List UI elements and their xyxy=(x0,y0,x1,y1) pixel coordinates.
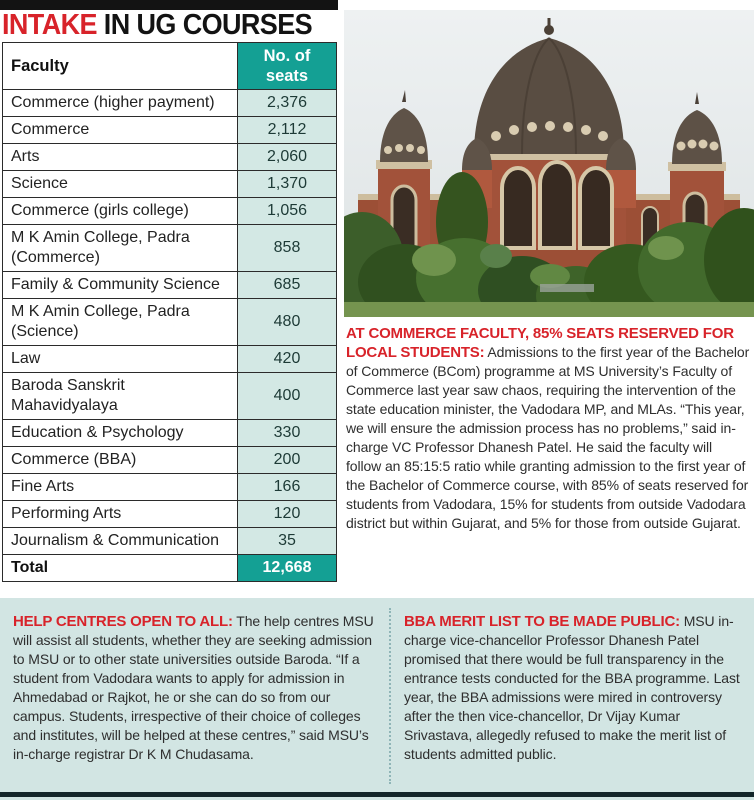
seats-cell: 35 xyxy=(238,528,337,555)
bottom-rule xyxy=(0,792,754,797)
photo-caption-body: Admissions to the first year of the Bachelor of Commerce (BCom) programme at MS University’s Faculty of Commerce last year saw chaos, requiring the intervention of the state education minister, the Vadodara MP, and MLAs. “This year, we will ensure the admission process has no problems,” said in-charge VC Professor Dhanesh Patel. He said the faculty will follow an 85:15:5 ratio while granting admission to the first year of the Bachelor of Commerce course, with 85% of seats reserved for students from Vadodara, 15% for students from outside Vadodara district but within Gujarat, and 5% for those from outside Gujarat. xyxy=(346,344,750,531)
table-row xyxy=(3,171,337,198)
faculty-cell: Journalism & Communication xyxy=(3,528,238,555)
seats-cell: 1,370 xyxy=(238,171,337,198)
table-row xyxy=(3,346,337,373)
bottom-strip xyxy=(0,598,754,800)
table-total-row xyxy=(3,555,337,582)
page-title-highlight: INTAKE xyxy=(2,9,97,41)
table-row xyxy=(3,501,337,528)
faculty-cell: Education & Psychology xyxy=(3,420,238,447)
faculty-cell: M K Amin College, Padra (Commerce) xyxy=(3,225,238,272)
table-row xyxy=(3,447,337,474)
bba-merit-body: MSU in-charge vice-chancellor Professor Dhanesh Patel promised that there would be full transparency in the entrance tests conducted for the BBA programme. Last year, the BBA admissions were mired in controversy after the then vice-chancellor, Dr Vijay Kumar Srivastava, allegedly refused to make the merit list of students admitted public. xyxy=(404,613,740,762)
faculty-cell: Science xyxy=(3,171,238,198)
building-illustration xyxy=(344,10,754,317)
faculty-cell: Law xyxy=(3,346,238,373)
table-row xyxy=(3,373,337,420)
photo-caption xyxy=(346,324,750,533)
page-title xyxy=(2,9,338,42)
seats-cell: 400 xyxy=(238,373,337,420)
column-header-faculty: Faculty xyxy=(3,43,238,90)
seats-cell: 2,060 xyxy=(238,144,337,171)
seats-cell: 120 xyxy=(238,501,337,528)
seats-cell: 420 xyxy=(238,346,337,373)
table-row xyxy=(3,528,337,555)
help-centres-heading: HELP CENTRES OPEN TO ALL: xyxy=(13,613,233,630)
seats-cell: 330 xyxy=(238,420,337,447)
table-row xyxy=(3,272,337,299)
seats-cell: 2,112 xyxy=(238,117,337,144)
table-row xyxy=(3,90,337,117)
seats-cell: 200 xyxy=(238,447,337,474)
faculty-cell: Baroda Sanskrit Mahavidyalaya xyxy=(3,373,238,420)
faculty-cell: Fine Arts xyxy=(3,474,238,501)
dotted-divider xyxy=(389,608,391,784)
column-header-seats: No. of seats xyxy=(238,43,337,90)
lawn xyxy=(344,302,754,317)
page-title-rest: IN UG COURSES xyxy=(96,9,313,41)
table-row xyxy=(3,117,337,144)
university-building-photo xyxy=(344,10,754,317)
seats-cell: 480 xyxy=(238,299,337,346)
table-row xyxy=(3,198,337,225)
total-seats: 12,668 xyxy=(238,555,337,582)
photo-caption-heading: AT COMMERCE FACULTY, 85% SEATS RESERVED FOR LOCAL STUDENTS: xyxy=(346,325,734,361)
table-row xyxy=(3,420,337,447)
table-row xyxy=(3,144,337,171)
faculty-cell: Commerce (higher payment) xyxy=(3,90,238,117)
pathway xyxy=(540,284,594,292)
faculty-cell: Family & Community Science xyxy=(3,272,238,299)
faculty-cell: Commerce xyxy=(3,117,238,144)
faculty-cell: Commerce (girls college) xyxy=(3,198,238,225)
seats-cell: 2,376 xyxy=(238,90,337,117)
bba-merit-block xyxy=(404,612,745,764)
faculty-cell: Commerce (BBA) xyxy=(3,447,238,474)
table-row xyxy=(3,474,337,501)
faculty-cell: Arts xyxy=(3,144,238,171)
table-row xyxy=(3,225,337,272)
seats-cell: 166 xyxy=(238,474,337,501)
bba-merit-heading: BBA MERIT LIST TO BE MADE PUBLIC: xyxy=(404,613,680,630)
seats-cell: 858 xyxy=(238,225,337,272)
faculty-cell: Performing Arts xyxy=(3,501,238,528)
intake-table xyxy=(2,42,337,582)
total-label: Total xyxy=(3,555,238,582)
help-centres-body: The help centres MSU will assist all students, whether they are seeking admission to MSU or to other state universities outside Baroda. “If a student from Vadodara wants to apply for admission in Ahmedabad or Rajkot, he or she can do so from our campus. Students, irrespective of their choice of colleges and institutes, will be helped at these centres,” said MSU’s in-charge registrar Dr K M Chudasama. xyxy=(13,613,374,762)
seats-cell: 685 xyxy=(238,272,337,299)
faculty-cell: M K Amin College, Padra (Science) xyxy=(3,299,238,346)
table-header-row xyxy=(3,43,337,90)
help-centres-block xyxy=(13,612,375,764)
table-row xyxy=(3,299,337,346)
seats-cell: 1,056 xyxy=(238,198,337,225)
